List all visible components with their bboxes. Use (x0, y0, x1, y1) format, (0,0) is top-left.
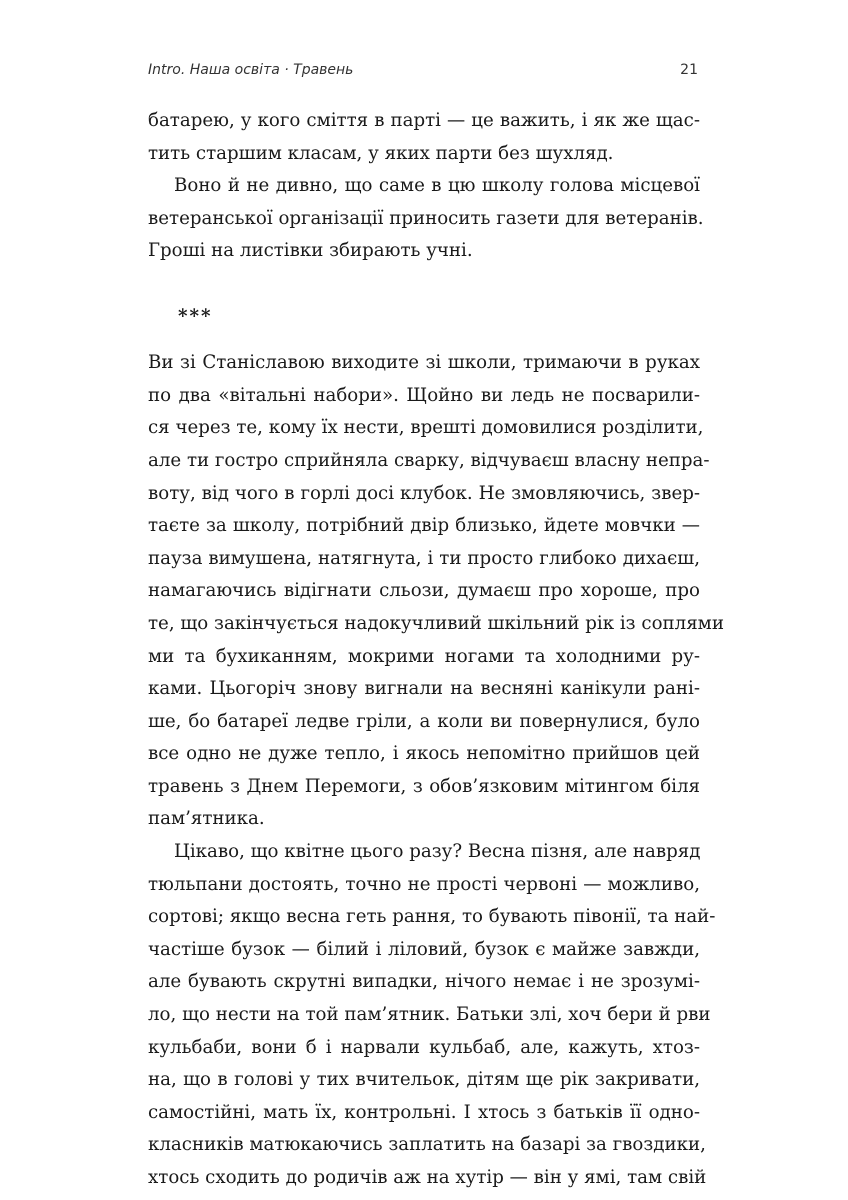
text-line: Ви зі Станіславою виходите зі школи, тримаючи в руках (148, 352, 700, 374)
chapter-title: Intro. Наша освіта · Травень (148, 62, 354, 78)
text-line: ло, що нести на той пам’ятник. Батьки злі, хоч бери й рви (148, 1004, 711, 1026)
text-line: ся через те, кому їх нести, врешті домовилися розділити, (148, 417, 704, 439)
spacer (148, 333, 700, 347)
text-line: пауза вимушена, натягнута, і ти просто глибоко дихаєш, (148, 547, 700, 569)
spacer (148, 268, 700, 301)
text-line: те, що закінчується надокучливий шкільний рік із соплями (148, 612, 724, 634)
text-line: все одно не дуже тепло, і якось непомітно прийшов цей (148, 743, 700, 765)
section-separator: *** (178, 305, 213, 327)
text-line: тюльпани достоять, точно не прості червоні — можливо, (148, 873, 700, 895)
text-line: але ти гостро сприйняла сварку, відчуваєш власну непра- (148, 449, 710, 471)
text-line: воту, від чого в горлі досі клубок. Не змовляючись, звер- (148, 482, 700, 504)
text-line: ше, бо батареї ледве гріли, а коли ви повернулися, було (148, 710, 700, 732)
text-line: Цікаво, що квітне цього разу? Весна пізня, але навряд (174, 841, 701, 863)
text-line: хтось сходить до родичів аж на хутір — він у ямі, там свій (148, 1167, 707, 1188)
text-line: Гроші на листівки збирають учні. (148, 240, 473, 262)
text-line: пам’ятника. (148, 808, 265, 830)
paragraph (148, 347, 724, 836)
page-body (148, 105, 724, 1195)
text-line: тить старшим класам, у яких парти без шухляд. (148, 142, 614, 164)
text-line: кульбаби, вони б і нарвали кульбаб, але, кажуть, хтоз- (148, 1036, 700, 1058)
text-line: самостійні, мать їх, контрольні. І хтось з батьків її одно- (148, 1101, 700, 1123)
text-line: батарею, у кого сміття в парті — це важить, і як же щас- (148, 110, 700, 131)
paragraph (148, 170, 704, 268)
text-line: частіше бузок — білий і ліловий, бузок є майже завжди, (148, 938, 700, 960)
text-line: таєте за школу, потрібний двір близько, йдете мовчки — (148, 515, 700, 537)
text-line: але бувають скрутні випадки, нічого немає і не зрозумі- (148, 971, 700, 993)
text-line: ми та бухиканням, мокрими ногами та холодними ру- (148, 645, 700, 667)
text-line: Воно й не дивно, що саме в цю школу голова місцевої (174, 175, 700, 197)
page-number: 21 (680, 62, 698, 78)
text-line: ветеранської організації приносить газети для ветеранів. (148, 207, 704, 229)
text-line: ками. Цьогоріч знову вигнали на весняні канікули рані- (148, 678, 700, 700)
paragraph (148, 105, 700, 170)
text-line: класників матюкаючись заплатить на базарі за гвоздики, (148, 1134, 706, 1156)
text-line: по два «вітальні набори». Щойно ви ледь не посварили- (148, 384, 700, 406)
text-line: сортові; якщо весна геть рання, то бувають півонії, та най- (148, 906, 716, 928)
running-header (148, 62, 698, 82)
text-line: намагаючись відігнати сльози, думаєш про хороше, про (148, 580, 700, 602)
text-line: на, що в голові у тих вчительок, дітям ще рік закривати, (148, 1069, 700, 1091)
paragraph (148, 836, 716, 1195)
text-line: травень з Днем Перемоги, з обов’язковим мітингом біля (148, 775, 700, 797)
